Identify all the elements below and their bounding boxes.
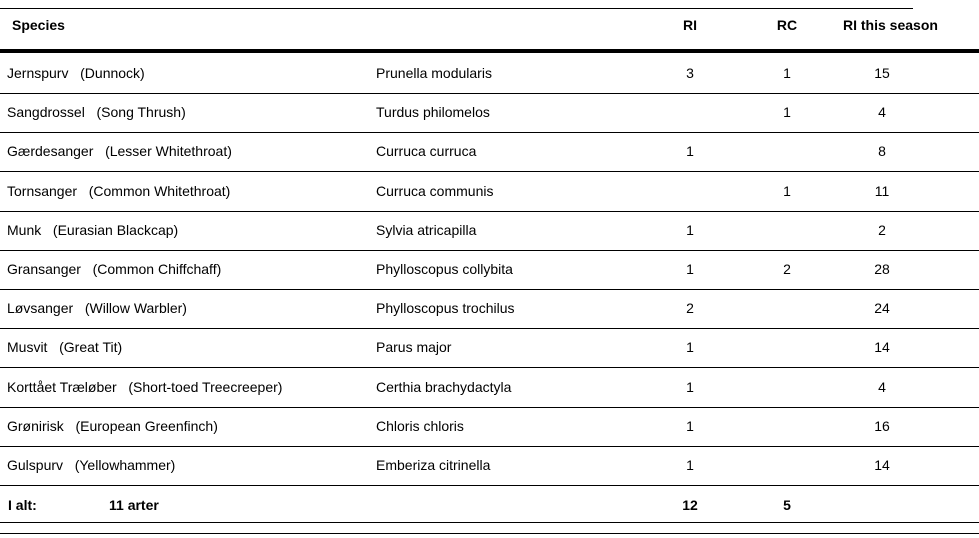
species-latin-name: Curruca communis <box>376 182 494 199</box>
species-english-name: (Yellowhammer) <box>74 457 176 473</box>
table-row-species <box>7 417 218 435</box>
totals-rc: 5 <box>783 497 791 513</box>
species-ri-this-season: 14 <box>874 339 890 356</box>
row-divider <box>0 132 979 133</box>
species-latin-name: Certhia brachydactyla <box>376 378 512 395</box>
species-rc: 2 <box>783 261 791 277</box>
species-english-name: (Lesser Whitethroat) <box>105 143 232 160</box>
species-ri-this-season: 8 <box>878 143 886 160</box>
species-english-name: (Common Whitethroat) <box>88 182 231 199</box>
species-ri-this-season: 15 <box>874 65 890 81</box>
species-danish-name: Gulspurv <box>7 457 64 473</box>
species-ri: 1 <box>686 221 694 238</box>
table-row-species <box>7 103 186 121</box>
species-danish-name: Musvit <box>7 339 48 356</box>
table-top-rule <box>0 8 913 9</box>
species-latin-name: Sylvia atricapilla <box>376 221 477 238</box>
species-english-name: (European Greenfinch) <box>75 417 218 434</box>
species-danish-name: Løvsanger <box>7 300 74 317</box>
table-row-species <box>7 221 178 239</box>
header-rc: RC <box>776 17 798 33</box>
header-species: Species <box>12 17 65 33</box>
table-row-species <box>7 456 175 474</box>
species-latin-name: Turdus philomelos <box>376 104 490 121</box>
table-row-species <box>7 299 187 317</box>
totals-ri: 12 <box>682 497 698 513</box>
species-latin-name: Prunella modularis <box>376 65 492 81</box>
species-danish-name: Tornsanger <box>7 182 78 199</box>
row-divider <box>0 211 979 212</box>
species-ri-this-season: 14 <box>874 457 890 473</box>
species-latin-name: Parus major <box>376 339 452 356</box>
species-ri-this-season: 2 <box>878 221 886 238</box>
species-ri-this-season: 11 <box>874 182 890 199</box>
species-ri-this-season: 4 <box>878 378 886 395</box>
row-divider <box>0 367 979 368</box>
species-danish-name: Grønirisk <box>7 417 64 434</box>
species-ri-this-season: 24 <box>874 300 890 317</box>
species-ri: 1 <box>686 457 694 473</box>
species-ri: 1 <box>686 261 694 277</box>
table-row-species <box>7 64 145 82</box>
row-divider <box>0 93 979 94</box>
species-danish-name: Gærdesanger <box>7 143 94 160</box>
table-row-species <box>7 260 221 278</box>
species-ri: 1 <box>686 417 694 434</box>
table-row-species <box>7 142 232 160</box>
row-divider <box>0 485 979 486</box>
table-row-species <box>7 338 122 356</box>
species-ri: 1 <box>686 339 694 356</box>
species-danish-name: Munk <box>7 221 42 238</box>
row-divider <box>0 289 979 290</box>
table-bottom-rule <box>0 522 979 523</box>
table-bottom-rule-2 <box>0 533 979 534</box>
species-english-name: (Eurasian Blackcap) <box>52 221 179 238</box>
row-divider <box>0 407 979 408</box>
species-latin-name: Emberiza citrinella <box>376 457 491 473</box>
species-ri-this-season: 28 <box>874 261 890 277</box>
species-english-name: (Great Tit) <box>59 339 123 356</box>
row-divider <box>0 250 979 251</box>
species-danish-name: Jernspurv <box>7 65 69 81</box>
species-danish-name: Gransanger <box>7 261 81 277</box>
species-danish-name: Sangdrossel <box>7 104 85 121</box>
totals-species-count: 11 arter <box>109 497 159 513</box>
species-ri-this-season: 4 <box>878 104 886 121</box>
species-ri-this-season: 16 <box>874 417 890 434</box>
species-rc: 1 <box>783 182 791 199</box>
row-divider <box>0 171 979 172</box>
species-latin-name: Chloris chloris <box>376 417 464 434</box>
species-english-name: (Common Chiffchaff) <box>92 261 222 277</box>
table-row-species <box>7 182 230 200</box>
species-rc: 1 <box>783 104 791 121</box>
row-divider <box>0 446 979 447</box>
row-divider <box>0 328 979 329</box>
species-english-name: (Willow Warbler) <box>84 300 187 317</box>
species-latin-name: Curruca curruca <box>376 143 477 160</box>
header-rule <box>0 49 979 53</box>
species-ri: 1 <box>686 378 694 395</box>
species-english-name: (Short-toed Treecreeper) <box>128 378 283 395</box>
header-ri: RI <box>683 17 697 33</box>
species-english-name: (Song Thrush) <box>96 104 186 121</box>
header-ri-this-season: RI this season <box>843 17 938 33</box>
species-ri: 1 <box>686 143 694 160</box>
species-latin-name: Phylloscopus collybita <box>376 261 513 277</box>
species-latin-name: Phylloscopus trochilus <box>376 300 515 317</box>
species-ri: 3 <box>686 65 694 81</box>
species-rc: 1 <box>783 65 791 81</box>
species-english-name: (Dunnock) <box>80 65 145 81</box>
species-ri: 2 <box>686 300 694 317</box>
totals-label: I alt: <box>8 497 37 513</box>
species-danish-name: Korttået Træløber <box>7 378 117 395</box>
table-row-species <box>7 378 282 396</box>
